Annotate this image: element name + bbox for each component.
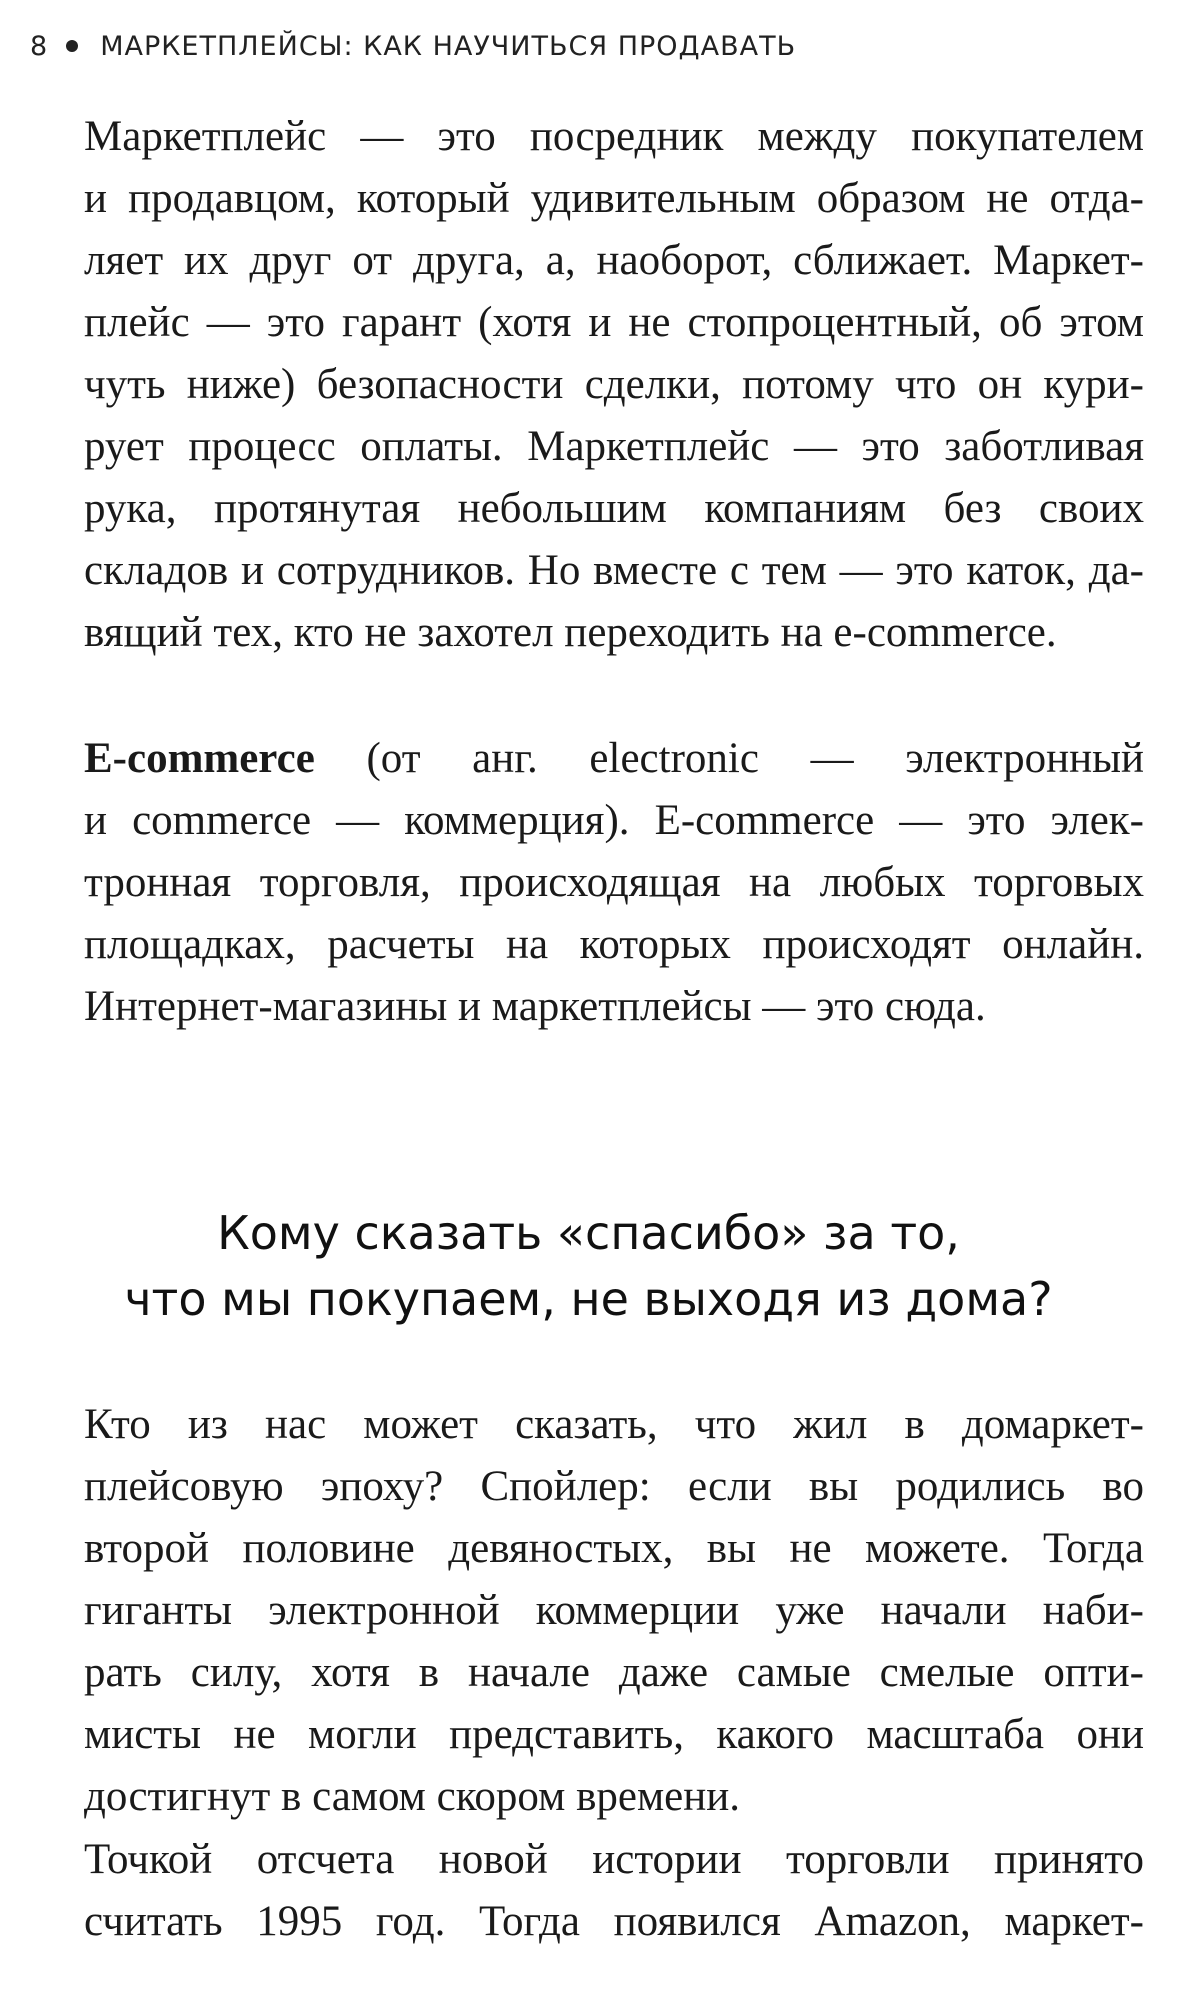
paragraph-line: Маркетплейс — это посредник между покупателем	[84, 113, 1144, 160]
section-heading-line: что мы покупаем, не выходя из дома?	[124, 1272, 1053, 1326]
paragraph-line: и commerce — коммерция). E-commerce — это элек-	[84, 797, 1144, 844]
paragraph-ecommerce-definition	[84, 728, 1144, 1038]
paragraph-line: и продавцом, который удивительным образом не отда-	[84, 175, 1144, 222]
paragraph-line: рать силу, хотя в начале даже самые смелые опти-	[84, 1649, 1144, 1696]
running-head-title: МАРКЕТПЛЕЙСЫ: КАК НАУЧИТЬСЯ ПРОДАВАТЬ	[100, 30, 797, 62]
running-head	[30, 26, 796, 66]
paragraph-1995-start	[84, 1829, 1144, 1953]
paragraph-marketplace-definition	[84, 106, 1144, 664]
paragraph-line: мисты не могли представить, какого масштаба они	[84, 1711, 1144, 1758]
section-heading-line: Кому сказать «спасибо» за то,	[217, 1206, 960, 1260]
section-heading	[0, 1200, 1177, 1332]
paragraph-line: складов и сотрудников. Но вместе с тем — это каток, да-	[84, 547, 1144, 594]
paragraph-line: считать 1995 год. Тогда появился Amazon, маркет-	[84, 1898, 1144, 1945]
paragraph-line: тронная торговля, происходящая на любых торговых	[84, 859, 1144, 906]
paragraph-line: гиганты электронной коммерции уже начали наби-	[84, 1587, 1144, 1634]
paragraph-line: ляет их друг от друга, а, наоборот, сближает. Маркет-	[84, 237, 1144, 284]
paragraph-line: вящий тех, кто не захотел переходить на e-commerce.	[84, 609, 1057, 656]
paragraph-line: Интернет-магазины и маркетплейсы — это сюда.	[84, 983, 986, 1030]
page-number: 8	[30, 30, 49, 62]
definition-first-line	[84, 728, 1144, 790]
paragraph-pre-marketplace-era	[84, 1394, 1144, 1828]
paragraph-line: чуть ниже) безопасности сделки, потому что он кури-	[84, 361, 1144, 408]
paragraph-line: рука, протянутая небольшим компаниям без своих	[84, 485, 1144, 532]
paragraph-line: плейсовую эпоху? Спойлер: если вы родились во	[84, 1463, 1144, 1510]
paragraph-line: плейс — это гарант (хотя и не стопроцентный, об этом	[84, 299, 1144, 346]
paragraph-line: Точкой отсчета новой истории торговли принято	[84, 1836, 1144, 1883]
paragraph-line: рует процесс оплаты. Маркетплейс — это заботливая	[84, 423, 1144, 470]
paragraph-line: площадках, расчеты на которых происходят онлайн.	[84, 921, 1144, 968]
definition-first-line-rest: (от анг. electronic — электронный	[314, 735, 1144, 782]
paragraph-line: Кто из нас может сказать, что жил в домаркет-	[84, 1401, 1144, 1448]
defined-term: E-commerce	[84, 735, 315, 782]
bullet-separator-icon	[66, 40, 78, 52]
paragraph-line: достигнут в самом скором времени.	[84, 1773, 741, 1820]
paragraph-line: второй половине девяностых, вы не можете. Тогда	[84, 1525, 1144, 1572]
